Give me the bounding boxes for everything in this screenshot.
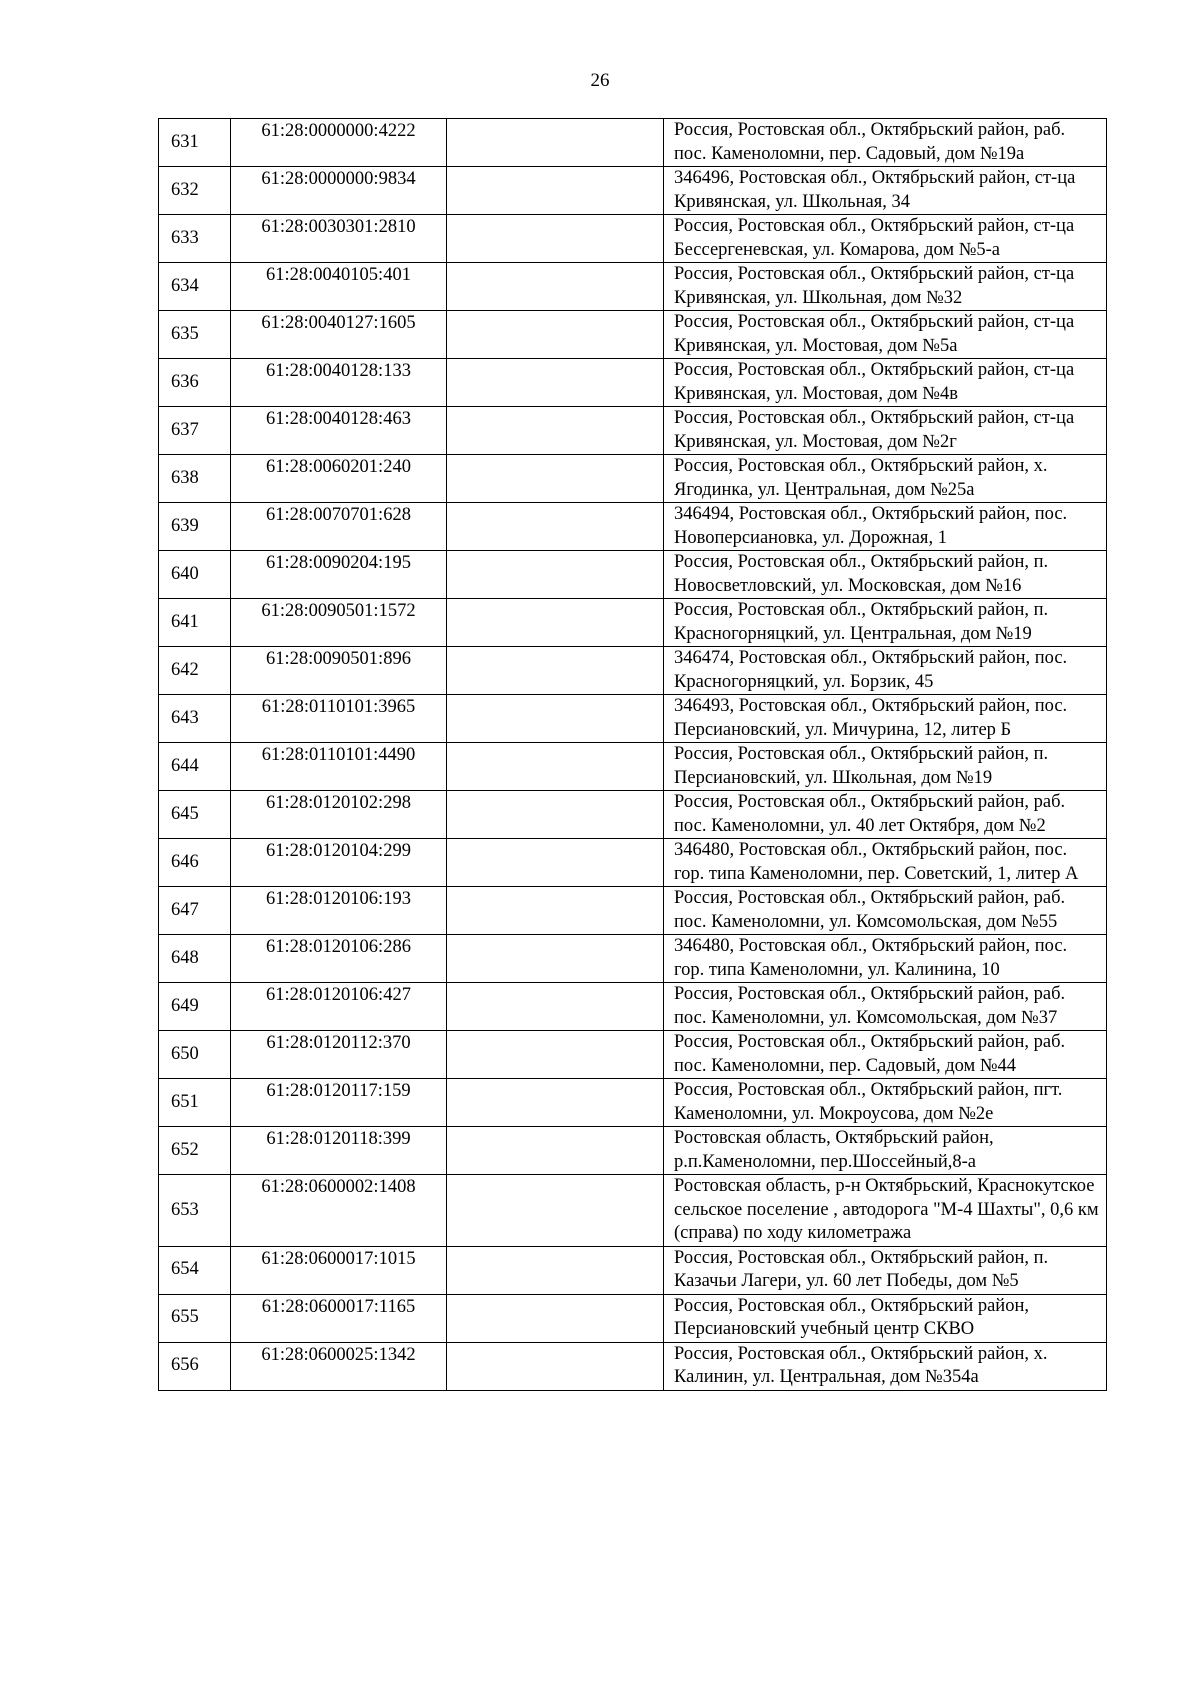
table-row [159,839,1107,887]
address-cell: Россия, Ростовская обл., Октябрьский район, п. Персиановский, ул. Школьная, дом №19 [664,743,1107,791]
cadastral-number-cell: 61:28:0120106:193 [231,887,447,935]
empty-cell [447,983,664,1031]
empty-cell [447,407,664,455]
address-cell: Россия, Ростовская обл., Октябрьский район, х. Калинин, ул. Центральная, дом №354а [664,1342,1107,1390]
table-row [159,791,1107,839]
cadastral-number-cell: 61:28:0600002:1408 [231,1175,447,1247]
row-number-cell: 642 [159,647,231,695]
address-cell: Ростовская область, р-н Октябрьский, Краснокутское сельское поселение , автодорога "М-4 Шахты", 0,6 км (справа) по ходу километража [664,1175,1107,1247]
empty-cell [447,1294,664,1342]
empty-cell [447,263,664,311]
empty-cell [447,887,664,935]
address-cell: 346480, Ростовская обл., Октябрьский район, пос. гор. типа Каменоломни, ул. Калинина, 10 [664,935,1107,983]
address-cell: Россия, Ростовская обл., Октябрьский район, ст-ца Кривянская, ул. Мостовая, дом №4в [664,359,1107,407]
table-row [159,935,1107,983]
row-number-cell: 655 [159,1294,231,1342]
table-row [159,455,1107,503]
address-cell: Россия, Ростовская обл., Октябрьский район, раб. пос. Каменоломни, пер. Садовый, дом №44 [664,1031,1107,1079]
address-cell: Россия, Ростовская обл., Октябрьский район, п. Казачьи Лагери, ул. 60 лет Победы, дом №5 [664,1246,1107,1294]
cadastral-number-cell: 61:28:0120104:299 [231,839,447,887]
table-row [159,983,1107,1031]
cadastral-number-cell: 61:28:0120106:286 [231,935,447,983]
empty-cell [447,1246,664,1294]
cadastral-number-cell: 61:28:0120118:399 [231,1127,447,1175]
table-row [159,1246,1107,1294]
row-number-cell: 631 [159,119,231,167]
address-cell: Россия, Ростовская обл., Октябрьский район, раб. пос. Каменоломни, ул. Комсомольская, дом №37 [664,983,1107,1031]
table-row [159,1127,1107,1175]
row-number-cell: 633 [159,215,231,263]
address-cell: Ростовская область, Октябрьский район, р.п.Каменоломни, пер.Шоссейный,8-а [664,1127,1107,1175]
address-cell: Россия, Ростовская обл., Октябрьский район, п. Красногорняцкий, ул. Центральная, дом №19 [664,599,1107,647]
empty-cell [447,791,664,839]
empty-cell [447,695,664,743]
cadastral-number-cell: 61:28:0000000:4222 [231,119,447,167]
empty-cell [447,1175,664,1247]
row-number-cell: 635 [159,311,231,359]
table-row [159,695,1107,743]
address-cell: 346493, Ростовская обл., Октябрьский район, пос. Персиановский, ул. Мичурина, 12, литер Б [664,695,1107,743]
address-cell: 346494, Ростовская обл., Октябрьский район, пос. Новоперсиановка, ул. Дорожная, 1 [664,503,1107,551]
cadastral-number-cell: 61:28:0600017:1165 [231,1294,447,1342]
cadastral-number-cell: 61:28:0110101:4490 [231,743,447,791]
table-row [159,1175,1107,1247]
empty-cell [447,311,664,359]
row-number-cell: 647 [159,887,231,935]
empty-cell [447,935,664,983]
cadastral-number-cell: 61:28:0040128:133 [231,359,447,407]
row-number-cell: 639 [159,503,231,551]
row-number-cell: 651 [159,1079,231,1127]
row-number-cell: 632 [159,167,231,215]
table-row [159,1342,1107,1390]
address-cell: Россия, Ростовская обл., Октябрьский район, ст-ца Кривянская, ул. Мостовая, дом №2г [664,407,1107,455]
empty-cell [447,455,664,503]
row-number-cell: 641 [159,599,231,647]
empty-cell [447,743,664,791]
cadastral-number-cell: 61:28:0600025:1342 [231,1342,447,1390]
table-row [159,551,1107,599]
cadastral-number-cell: 61:28:0120112:370 [231,1031,447,1079]
table-row [159,311,1107,359]
table-row [159,119,1107,167]
address-cell: Россия, Ростовская обл., Октябрьский район, ст-ца Бессергеневская, ул. Комарова, дом №5-а [664,215,1107,263]
row-number-cell: 644 [159,743,231,791]
empty-cell [447,215,664,263]
empty-cell [447,167,664,215]
row-number-cell: 634 [159,263,231,311]
table-row [159,647,1107,695]
table-row [159,215,1107,263]
address-cell: Россия, Ростовская обл., Октябрьский район, раб. пос. Каменоломни, пер. Садовый, дом №19а [664,119,1107,167]
table-row [159,407,1107,455]
cadastral-number-cell: 61:28:0120102:298 [231,791,447,839]
page-number: 26 [590,70,610,91]
table-row [159,359,1107,407]
row-number-cell: 646 [159,839,231,887]
empty-cell [447,647,664,695]
empty-cell [447,1127,664,1175]
cadastral-number-cell: 61:28:0040127:1605 [231,311,447,359]
cadastral-number-cell: 61:28:0040105:401 [231,263,447,311]
address-cell: 346474, Ростовская обл., Октябрьский район, пос. Красногорняцкий, ул. Борзик, 45 [664,647,1107,695]
row-number-cell: 640 [159,551,231,599]
table-row [159,1031,1107,1079]
property-registry-table [158,118,1107,1391]
cadastral-number-cell: 61:28:0120106:427 [231,983,447,1031]
empty-cell [447,1342,664,1390]
row-number-cell: 653 [159,1175,231,1247]
address-cell: Россия, Ростовская обл., Октябрьский район, Персиановский учебный центр СКВО [664,1294,1107,1342]
address-cell: Россия, Ростовская обл., Октябрьский район, пгт. Каменоломни, ул. Мокроусова, дом №2е [664,1079,1107,1127]
cadastral-number-cell: 61:28:0110101:3965 [231,695,447,743]
empty-cell [447,503,664,551]
cadastral-number-cell: 61:28:0090501:896 [231,647,447,695]
row-number-cell: 654 [159,1246,231,1294]
table-row [159,887,1107,935]
cadastral-number-cell: 61:28:0090204:195 [231,551,447,599]
cadastral-number-cell: 61:28:0000000:9834 [231,167,447,215]
row-number-cell: 645 [159,791,231,839]
row-number-cell: 652 [159,1127,231,1175]
row-number-cell: 636 [159,359,231,407]
table-row [159,503,1107,551]
table-row [159,263,1107,311]
cadastral-number-cell: 61:28:0600017:1015 [231,1246,447,1294]
cadastral-number-cell: 61:28:0120117:159 [231,1079,447,1127]
table-row [159,743,1107,791]
address-cell: Россия, Ростовская обл., Октябрьский район, ст-ца Кривянская, ул. Школьная, дом №32 [664,263,1107,311]
cadastral-number-cell: 61:28:0060201:240 [231,455,447,503]
address-cell: Россия, Ростовская обл., Октябрьский район, х. Ягодинка, ул. Центральная, дом №25а [664,455,1107,503]
empty-cell [447,1031,664,1079]
table-row [159,599,1107,647]
table-row [159,1079,1107,1127]
empty-cell [447,119,664,167]
address-cell: 346480, Ростовская обл., Октябрьский район, пос. гор. типа Каменоломни, пер. Советский, 1, литер А [664,839,1107,887]
cadastral-number-cell: 61:28:0070701:628 [231,503,447,551]
table-row [159,1294,1107,1342]
empty-cell [447,599,664,647]
row-number-cell: 650 [159,1031,231,1079]
address-cell: Россия, Ростовская обл., Октябрьский район, п. Новосветловский, ул. Московская, дом №16 [664,551,1107,599]
empty-cell [447,359,664,407]
address-cell: Россия, Ростовская обл., Октябрьский район, раб. пос. Каменоломни, ул. 40 лет Октября, дом №2 [664,791,1107,839]
row-number-cell: 637 [159,407,231,455]
cadastral-number-cell: 61:28:0040128:463 [231,407,447,455]
address-cell: 346496, Ростовская обл., Октябрьский район, ст-ца Кривянская, ул. Школьная, 34 [664,167,1107,215]
table-row [159,167,1107,215]
row-number-cell: 649 [159,983,231,1031]
cadastral-number-cell: 61:28:0030301:2810 [231,215,447,263]
row-number-cell: 656 [159,1342,231,1390]
empty-cell [447,551,664,599]
address-cell: Россия, Ростовская обл., Октябрьский район, раб. пос. Каменоломни, ул. Комсомольская, дом №55 [664,887,1107,935]
row-number-cell: 638 [159,455,231,503]
cadastral-number-cell: 61:28:0090501:1572 [231,599,447,647]
empty-cell [447,1079,664,1127]
address-cell: Россия, Ростовская обл., Октябрьский район, ст-ца Кривянская, ул. Мостовая, дом №5а [664,311,1107,359]
registry-table-body [159,119,1107,1391]
empty-cell [447,839,664,887]
row-number-cell: 648 [159,935,231,983]
row-number-cell: 643 [159,695,231,743]
